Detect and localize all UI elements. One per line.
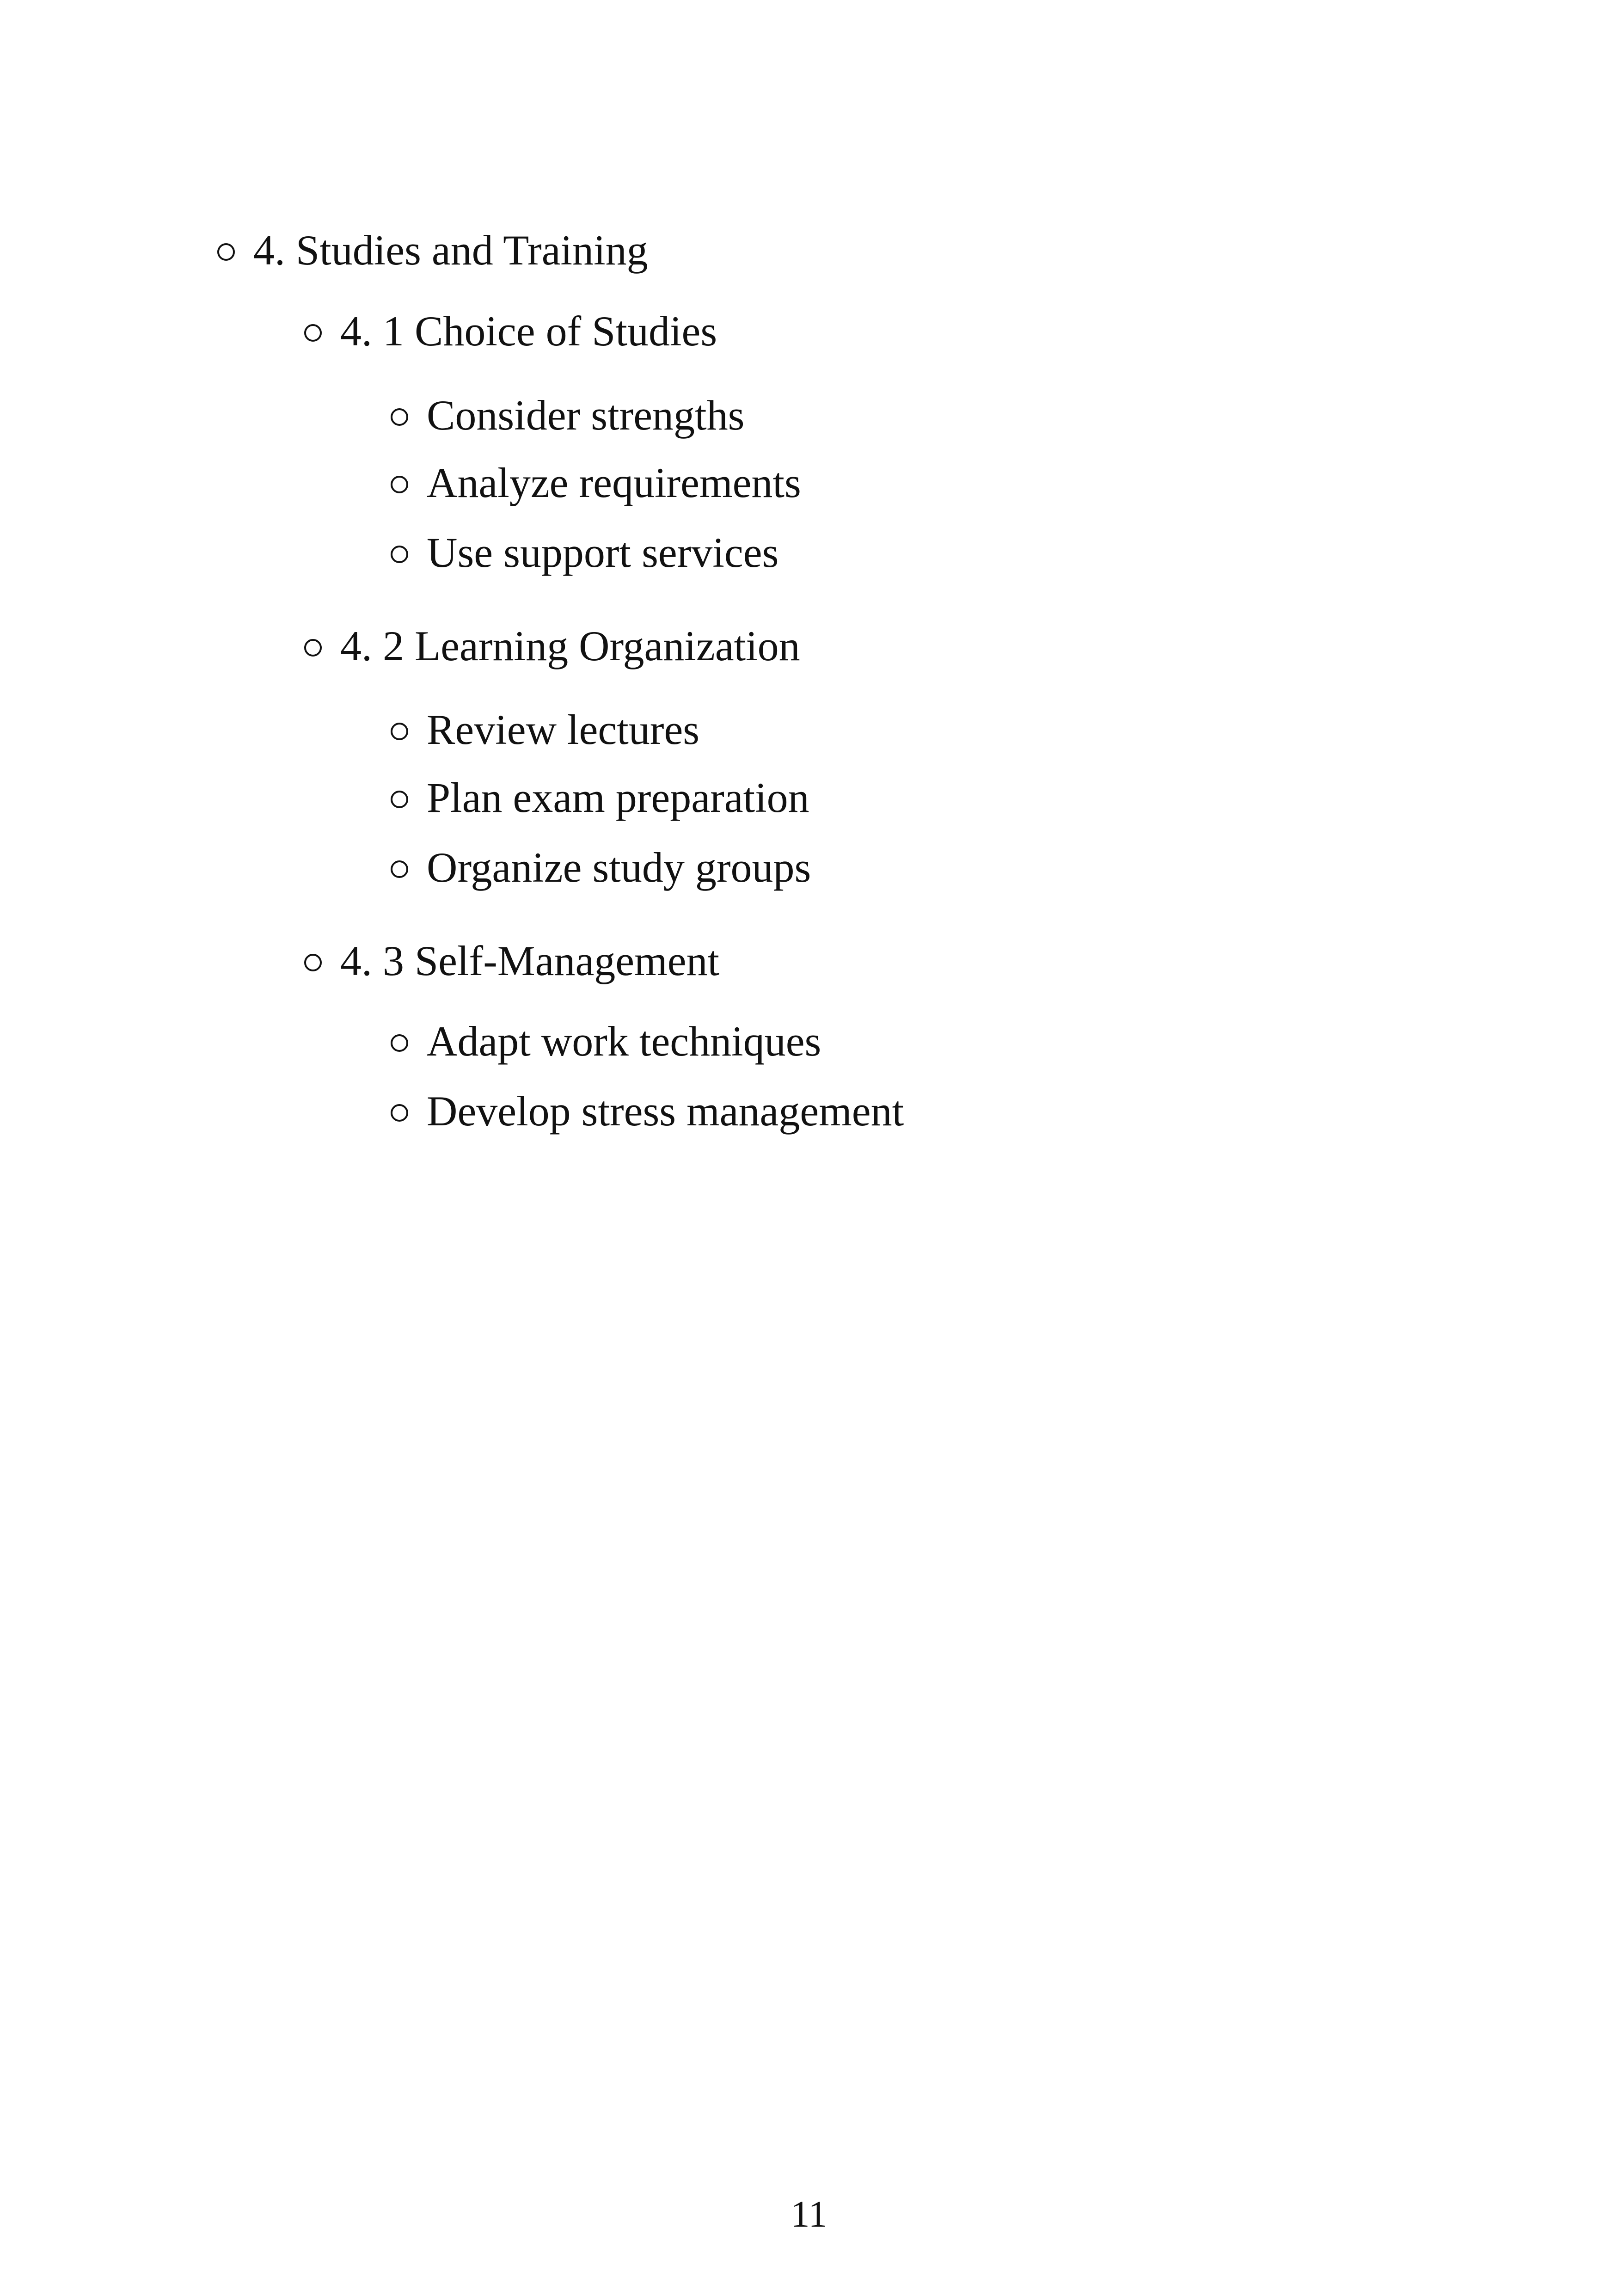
hollow-circle-bullet-icon xyxy=(391,1034,408,1052)
hollow-circle-bullet-icon xyxy=(391,860,408,878)
outline-item xyxy=(391,846,811,889)
hollow-circle-bullet-icon xyxy=(391,723,408,740)
outline-item-label: 4. 3 Self-Management xyxy=(340,937,720,984)
outline-item xyxy=(391,461,801,504)
outline-item-label: Use support services xyxy=(427,529,779,576)
outline-item-label: Analyze requirements xyxy=(427,459,801,506)
hollow-circle-bullet-icon xyxy=(304,954,322,971)
hollow-circle-bullet-icon xyxy=(391,546,408,563)
outline-item xyxy=(391,1018,821,1065)
outline-item-subsection-4-1 xyxy=(304,307,717,355)
outline-item-label: Plan exam preparation xyxy=(427,774,809,821)
outline-item-label: Organize study groups xyxy=(427,844,811,891)
hollow-circle-bullet-icon xyxy=(391,476,408,493)
outline-item xyxy=(391,708,699,751)
hollow-circle-bullet-icon xyxy=(304,324,322,342)
outline-item-subsection-4-3 xyxy=(304,939,719,982)
outline-item xyxy=(391,1087,904,1135)
hollow-circle-bullet-icon xyxy=(391,791,408,808)
outline-item-label: 4. Studies and Training xyxy=(253,227,648,274)
outline-item-label: 4. 2 Learning Organization xyxy=(340,622,800,669)
hollow-circle-bullet-icon xyxy=(391,408,408,426)
outline-item-section-4 xyxy=(217,227,648,274)
outline-item-label: 4. 1 Choice of Studies xyxy=(340,307,717,355)
outline-item-subsection-4-2 xyxy=(304,622,800,669)
hollow-circle-bullet-icon xyxy=(391,1104,408,1122)
outline-item-label: Develop stress management xyxy=(427,1087,904,1135)
outline-item-label: Review lectures xyxy=(427,706,700,753)
outline-item xyxy=(391,776,809,819)
outline-item-label: Consider strengths xyxy=(427,392,745,439)
hollow-circle-bullet-icon xyxy=(217,243,235,261)
outline-item xyxy=(391,531,778,574)
hollow-circle-bullet-icon xyxy=(304,639,322,657)
outline-item-label: Adapt work techniques xyxy=(427,1018,821,1065)
page-number: 11 xyxy=(791,2193,827,2235)
outline-item xyxy=(391,392,745,439)
